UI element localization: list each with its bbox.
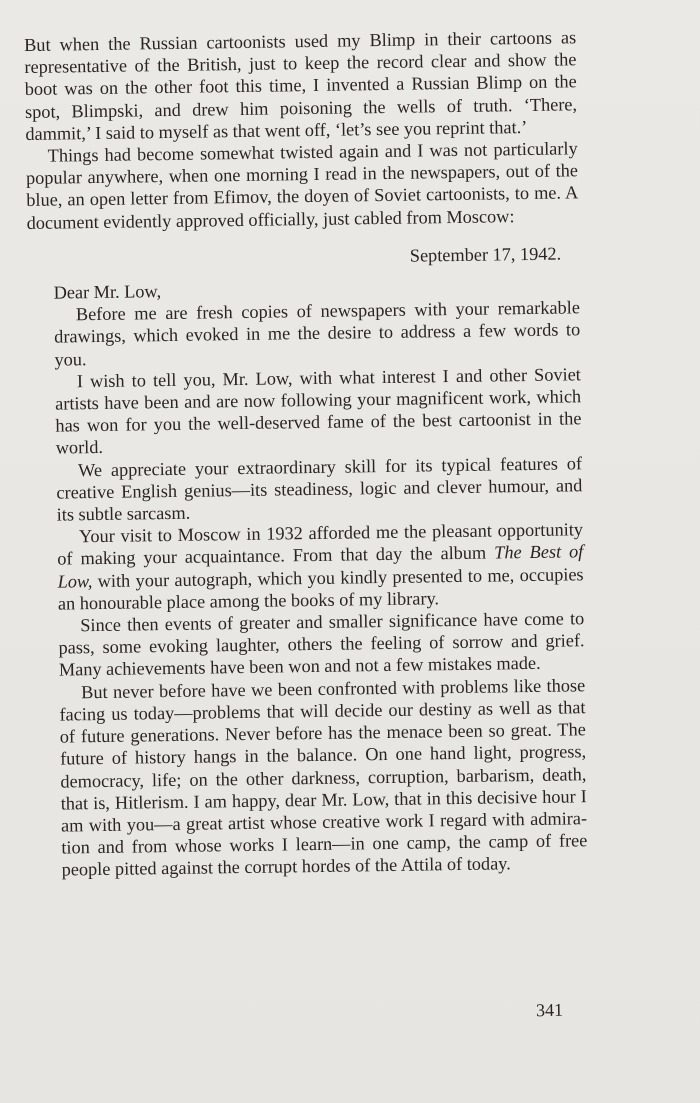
open-letter: [27, 274, 587, 881]
letter-paragraph-6: But never before have we been confronted with problems like those facing us today—problems that will decide our destiny as well as that of future generations. Never before has the menace been so great. The future of history hangs in the balance. On one hand light, progress, democracy, life; on the other darkness, corruption, barbarism, death, that is, Hitlerism. I am happy, dear Mr. Low, that in this decisive hour I am with you—a great artist whose creative work I regard with admiration and from whose works I learn—in one camp, the camp of free people pitted against the corrupt hordes of the Attila of today.: [59, 674, 588, 880]
letter-paragraph-4: [57, 519, 584, 615]
letter-paragraph-3: We appreciate your extraordinary skill for its typical features of creative English genius—its steadiness, logic and clever humour, and its subtle sarcasm.: [56, 452, 583, 525]
page-number: 341: [535, 999, 564, 1021]
letter-date: September 17, 1942.: [409, 243, 562, 266]
letter-paragraph-4-end: with your autograph, which you kindly presented to me, occupies an honourable place among the books of my library.: [57, 563, 584, 614]
letter-paragraph-2: I wish to tell you, Mr. Low, with what interest I and other Soviet artists have been and are now following your magnificent work, which has won for you the well-deserved fame of the best cartoonist in the world.: [55, 364, 582, 459]
narrative-paragraph-2: Things had become somewhat twisted again and I was not particularly popular anywhere, when one morning I read in the newspapers, out of the blue, an open letter from Efimov, the doyen of Soviet cartoonists, to me. A document evidently approved officially, just cabled from Moscow:: [25, 138, 579, 233]
letter-paragraph-4-start: Your visit to Moscow in 1932 afforded me the pleasant opportunity of making your acquaintance. From that day the album: [57, 519, 584, 570]
album-title: The Best of Low,: [57, 541, 584, 592]
narrative-paragraph-1: But when the Russian cartoonists used my Blimp in their cartoons as representative of the British, just to keep the record clear and show the boot was on the other foot this time, I invented a Russian Blimp on the spot, Blimpski, and drew him poisoning the wells of truth. ‘There, dammit,’ I said to myself as that went off, ‘let’s see you reprint that.’: [24, 27, 578, 144]
body-text: [24, 26, 588, 881]
letter-paragraph-5: Since then events of greater and smaller significance have come to pass, some evoking laughter, others the feeling of sorrow and grief. Many achievements have been won and not a few mistakes made.: [58, 608, 585, 681]
letter-greeting: Dear Mr. Low,: [53, 281, 162, 303]
letter-paragraph-1: Before me are fresh copies of newspapers with your remarkable drawings, which evoked in me the desire to address a few words to you.: [54, 297, 581, 370]
